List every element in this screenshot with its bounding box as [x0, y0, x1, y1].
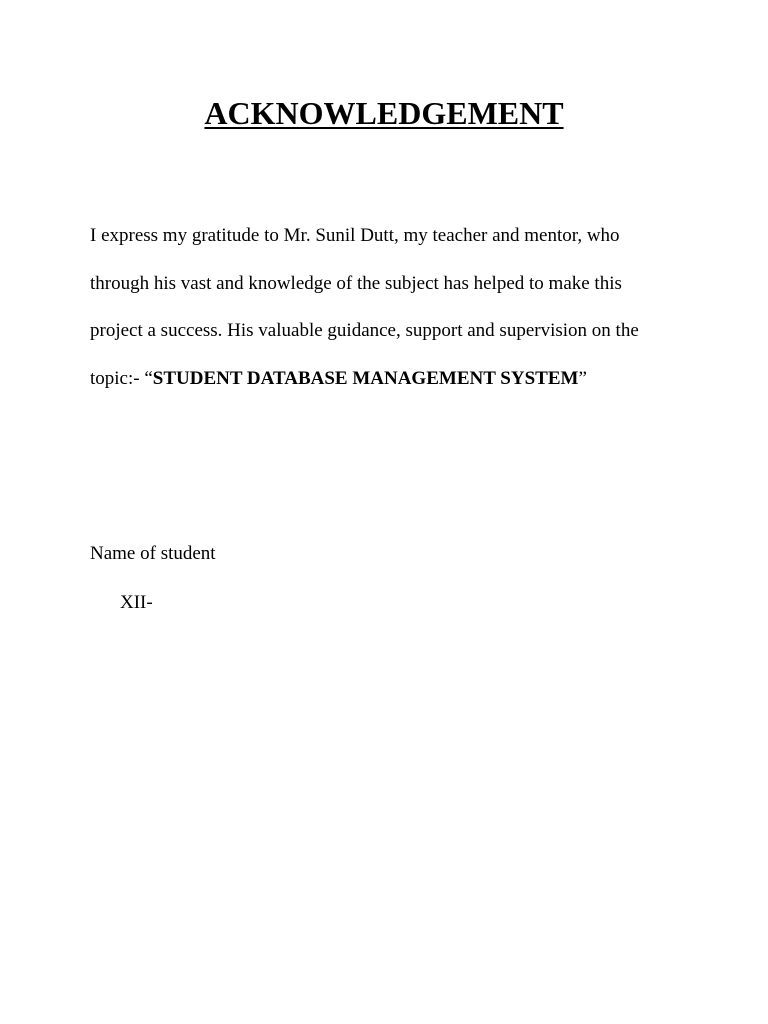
class-label: XII- [120, 592, 153, 613]
page-title: ACKNOWLEDGEMENT [204, 95, 564, 131]
topic-suffix: ” [578, 367, 587, 389]
student-name-label: Name of student [90, 543, 216, 564]
acknowledgement-paragraph [90, 212, 690, 402]
paragraph-line-4 [90, 355, 690, 403]
project-topic: STUDENT DATABASE MANAGEMENT SYSTEM [152, 367, 579, 389]
paragraph-line-3: project a success. His valuable guidance, support and supervision on the [90, 320, 639, 341]
topic-prefix: topic:- “ [90, 367, 153, 389]
paragraph-line-2: through his vast and knowledge of the subject has helped to make this [90, 272, 622, 294]
paragraph-line-1: I express my gratitude to Mr. Sunil Dutt, my teacher and mentor, who [90, 225, 620, 246]
